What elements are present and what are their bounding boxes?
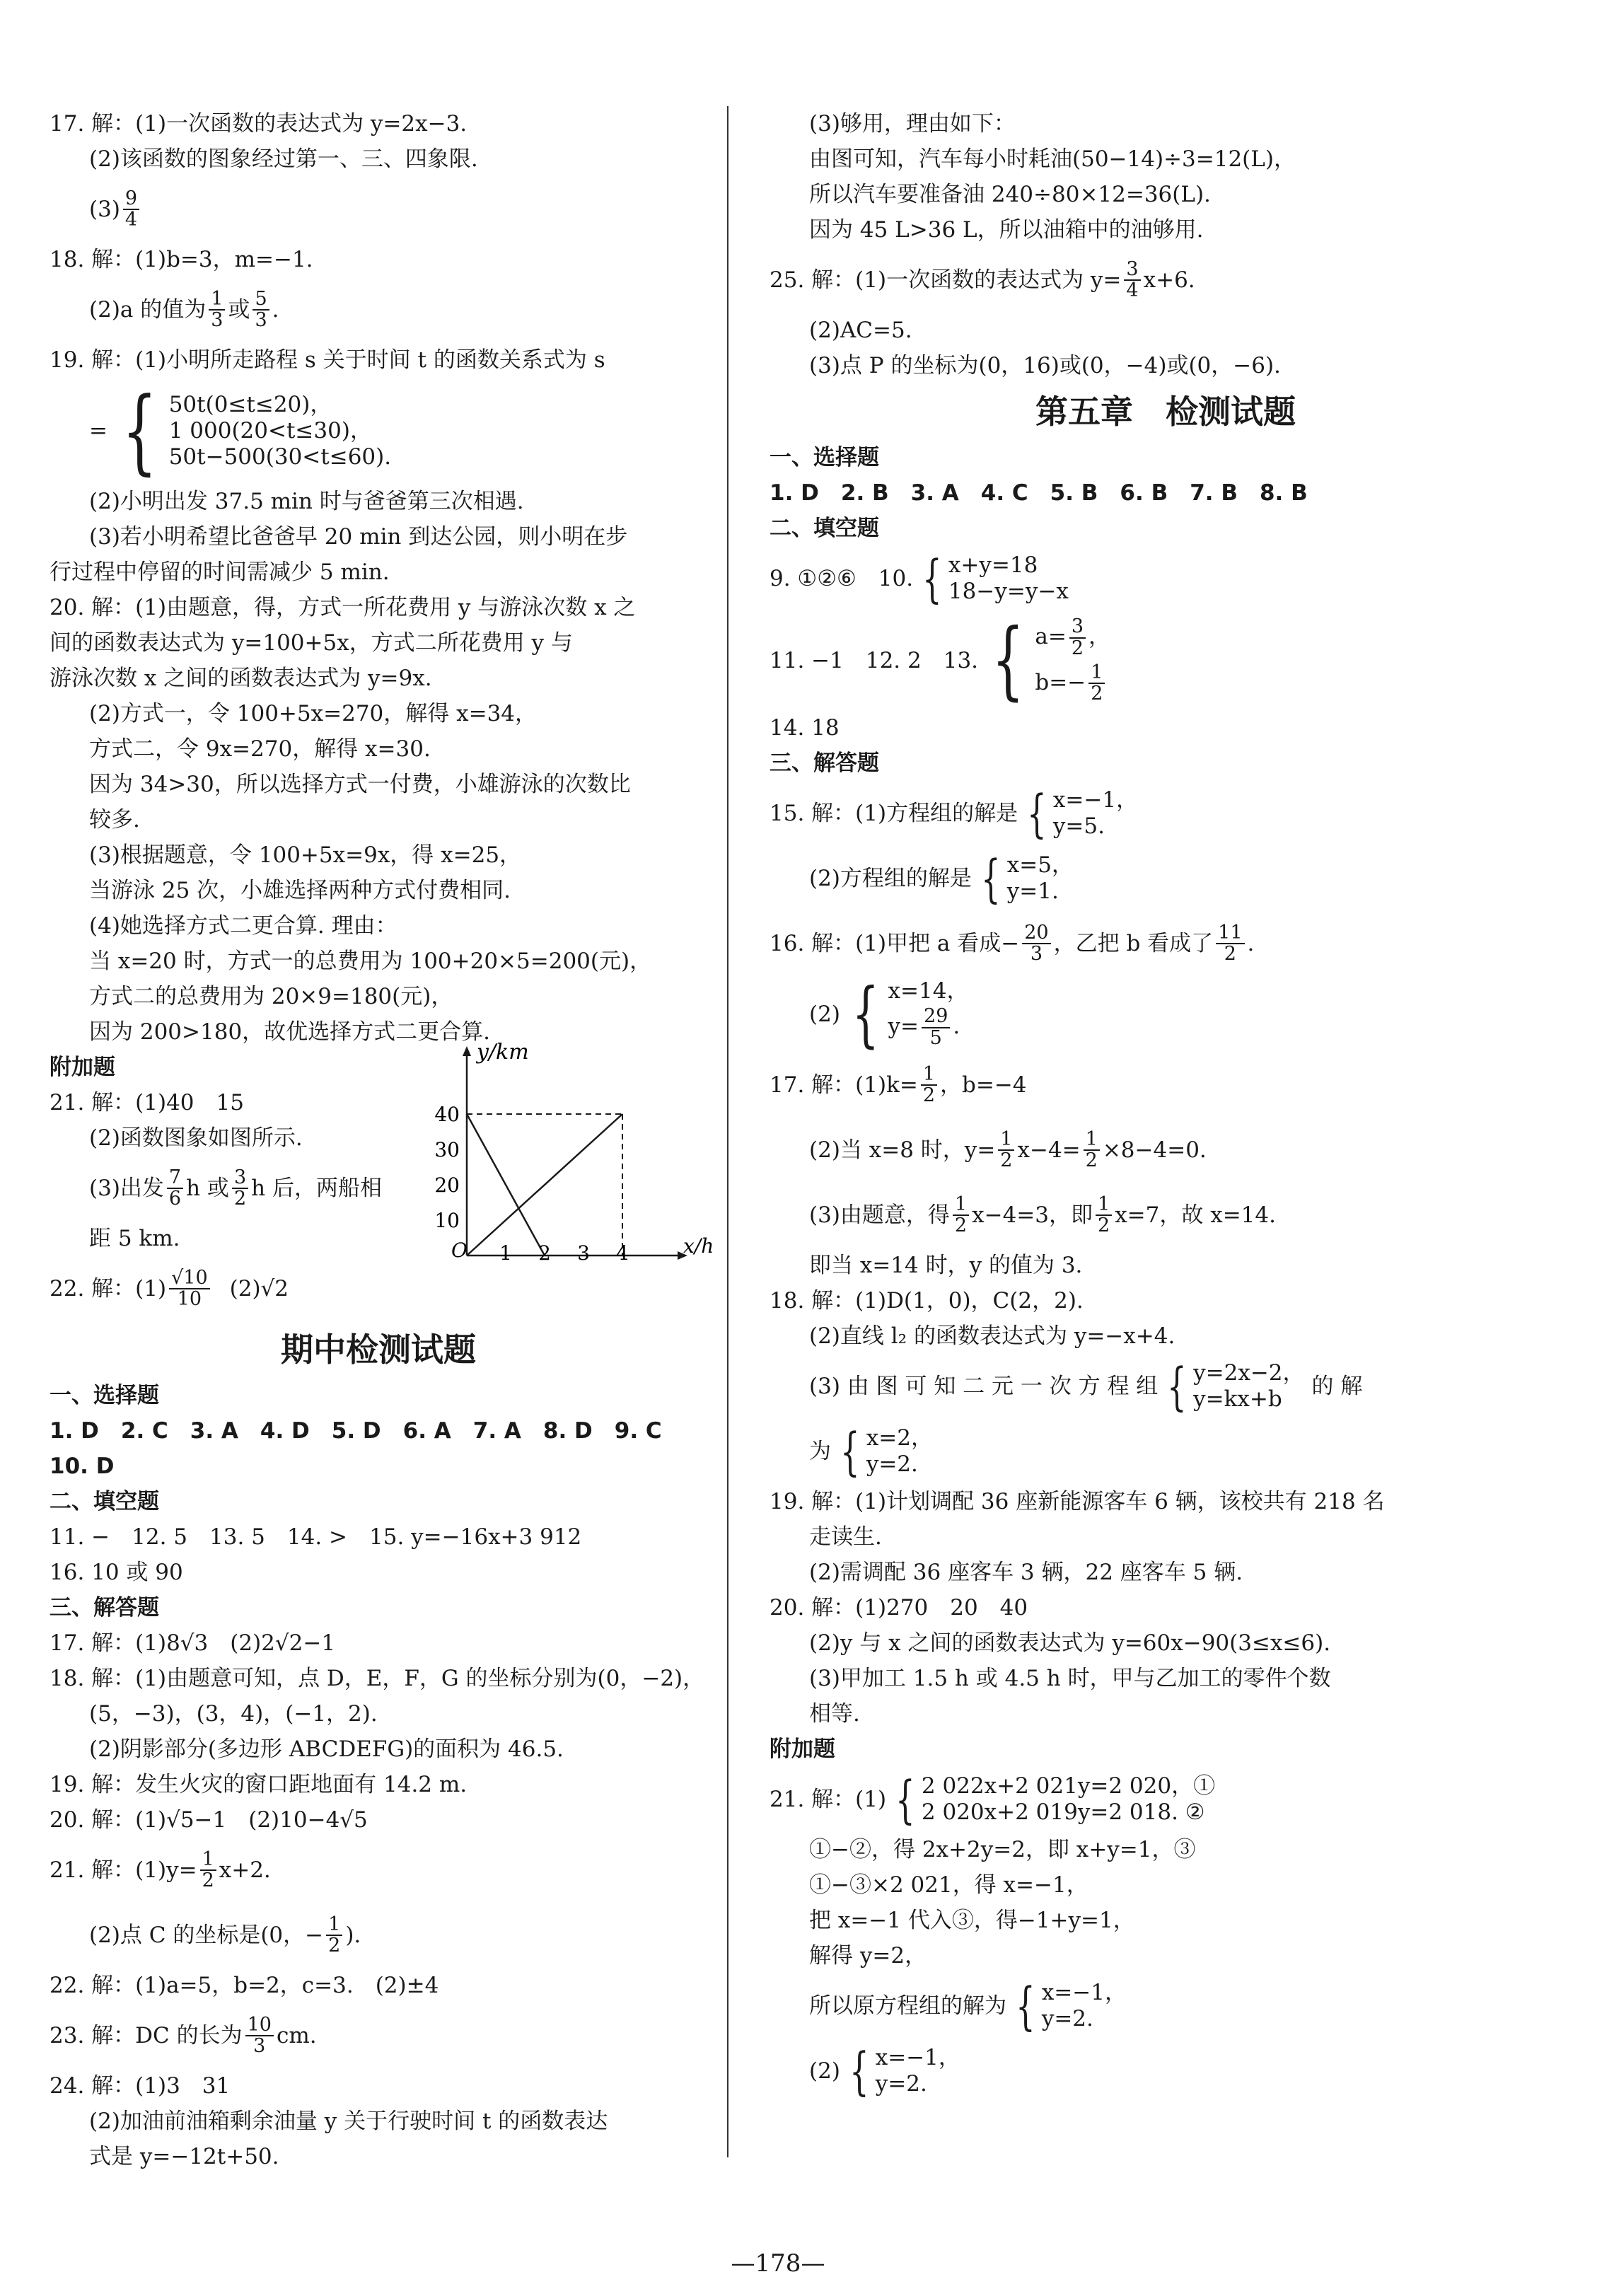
answer-line: 较多. — [89, 806, 140, 833]
answer-line: 当游泳 25 次，小雄选择两种方式付费相同. — [89, 877, 511, 903]
y-axis-label: y/km — [477, 1040, 529, 1065]
answer-line: 因为 45 L>36 L，所以油箱中的油够用. — [809, 216, 1204, 243]
fraction: $\frac{29}{5}$ — [922, 1007, 950, 1048]
answer-line: 10. D — [50, 1453, 115, 1479]
fraction: $\frac{1}{2}$ — [200, 1850, 216, 1891]
answer-line: 即当 x=14 时，y 的值为 3. — [809, 1252, 1083, 1278]
answer-line: 16. 10 或 90 — [50, 1559, 183, 1585]
answer-line: 22. 解：(1)a=5，b=2，c=3. (2)±4 — [50, 1972, 439, 1998]
x-axis-label: x/h — [683, 1234, 714, 1258]
answer-line: (2)AC=5. — [809, 317, 912, 343]
section-heading: 二、填空题 — [50, 1488, 159, 1514]
answer-line: 当 x=20 时，方式一的总费用为 100+20×5=200(元)， — [89, 948, 652, 974]
answer-line: (3) $\frac{9}{4}$ — [50, 177, 707, 242]
answer-line: 方式二，令 9x=270，解得 x=30. — [89, 736, 431, 762]
answer-line: ①−③×2 021，得 x=−1， — [809, 1872, 1088, 1898]
answer-line: 22. 解：(1) $\frac{√10}{10}$ (2)√2 — [50, 1266, 289, 1310]
answer-line: 14. 18 — [770, 714, 840, 741]
fraction: $\frac{1}{2}$ — [1084, 1130, 1100, 1171]
answer-line: (3) 由 图 可 知 二 元 一 次 方 程 组 { y=2x−2， y=kx+b 的 解 — [809, 1357, 1363, 1416]
answer-line: (5，−3)，(3，4)，(−1，2). — [89, 1700, 378, 1727]
brace: { x=5， y=1. — [981, 849, 1074, 908]
answer-line: 17. 解：(1)一次函数的表达式为 y=2x−3. — [50, 110, 468, 137]
x-tick-label: 2 — [538, 1241, 551, 1265]
brace: { x=14， y= $\frac{29}{5}$ . — [852, 973, 969, 1055]
answer-line: 因为 34>30，所以选择方式一付费，小雄游泳的次数比 — [89, 771, 631, 797]
answer-line: (2)直线 l₂ 的函数表达式为 y=−x+4. — [809, 1323, 1175, 1349]
answer-line: (2)函数图象如图所示. — [89, 1125, 303, 1151]
answer-line: (3)若小明希望比爸爸早 20 min 到达公园，则小明在步 — [89, 523, 628, 550]
fraction: $\frac{1}{2}$ — [953, 1195, 969, 1236]
answer-line: 1. D 2. B 3. A 4. C 5. B 6. B 7. B 8. B — [770, 480, 1308, 506]
answer-line: 20. 解：(1)270 20 40 — [770, 1594, 1028, 1620]
answer-line: 因为 200>180，故优选择方式二更合算. — [89, 1019, 491, 1045]
answer-line: (2) { x=14， y= $\frac{29}{5}$ . — [809, 973, 969, 1055]
answer-line: 21. 解：(1)40 15 — [50, 1089, 244, 1115]
answer-line: 距 5 km. — [89, 1225, 180, 1251]
answer-line: 15. 解：(1)方程组的解是 { x=−1， y=5. — [770, 784, 1139, 843]
answer-line: 行过程中停留的时间需减少 5 min. — [50, 559, 390, 585]
piecewise-function: = { 50t(0≤t≤20)， 1 000(20<t≤30)， 50t−500(30<t≤60). — [89, 377, 392, 485]
answer-line: (2)需调配 36 座客车 3 辆，22 座客车 5 辆. — [809, 1559, 1243, 1585]
answer-line: 9. ①②⑥ 10. { x+y=18 18−y=y−x — [770, 549, 1069, 608]
answer-line: 游泳次数 x 之间的函数表达式为 y=9x. — [50, 665, 432, 691]
answer-line: 19. 解：(1)小明所走路程 s 关于时间 t 的函数关系式为 s — [50, 347, 605, 373]
section-heading: 二、填空题 — [770, 515, 879, 541]
section-title: 期中检测试题 — [281, 1330, 476, 1369]
answer-line: 1. D 2. C 3. A 4. D 5. D 6. A 7. A 8. D 9. C — [50, 1417, 662, 1444]
answer-line: (3)根据题意，令 100+5x=9x，得 x=25， — [89, 842, 522, 868]
answer-line: (4)她选择方式二更合算. 理由： — [89, 912, 397, 939]
line-boat-b — [467, 1114, 545, 1256]
answer-line: 24. 解：(1)3 31 — [50, 2072, 231, 2099]
fraction: $\frac{1}{2}$ — [326, 1915, 342, 1956]
fraction: $\frac{3}{4}$ — [1124, 260, 1140, 301]
x-tick-label: 3 — [577, 1241, 590, 1265]
answer-line: 17. 解：(1)k= $\frac{1}{2}$ ，b=−4 — [770, 1062, 1027, 1106]
origin-label: O — [451, 1239, 468, 1262]
brace: { a= $\frac{3}{2}$ ， b=− $\frac{1}{2}$ — [992, 611, 1111, 709]
answer-line: 20. 解：(1)√5−1 (2)10−4√5 — [50, 1807, 368, 1833]
section-heading: 三、解答题 — [50, 1594, 159, 1620]
answer-line: 为 { x=2， y=2. — [809, 1422, 933, 1481]
answer-line: (3)出发 $\frac{7}{6}$ h 或 $\frac{3}{2}$ h 后，两船相 — [89, 1166, 382, 1210]
answer-line: 式是 y=−12t+50. — [89, 2143, 279, 2169]
y-tick-label: 20 — [434, 1173, 460, 1197]
answer-line: 19. 解：发生火灾的窗口距地面有 14.2 m. — [50, 1771, 468, 1797]
answer-line: (3)够用，理由如下： — [809, 110, 1016, 137]
page-number: —178— — [731, 2249, 825, 2278]
section-heading: 一、选择题 — [50, 1382, 159, 1408]
x-tick-label: 1 — [499, 1241, 512, 1265]
answer-line: (2)当 x=8 时，y= $\frac{1}{2}$ x−4= $\frac{1}{2}$ ×8−4=0. — [809, 1127, 1207, 1171]
answer-line: (2)点 C 的坐标是(0，− $\frac{1}{2}$ ). — [89, 1913, 361, 1956]
answer-line: 11. − 12. 5 13. 5 14. > 15. y=−16x+3 912 — [50, 1524, 582, 1550]
section-heading: 一、选择题 — [770, 444, 879, 470]
answer-line: (2)小明出发 37.5 min 时与爸爸第三次相遇. — [89, 488, 524, 514]
fraction: $\frac{1}{3}$ — [209, 289, 225, 331]
brace: { x+y=18 18−y=y−x — [922, 549, 1069, 608]
column-divider — [727, 106, 728, 2157]
answer-line: 所以汽车要准备油 240÷80×12=36(L). — [809, 181, 1211, 207]
section-heading: 三、解答题 — [770, 750, 879, 776]
answer-line: (2)方式一，令 100+5x=270，解得 x=34， — [89, 700, 538, 726]
fraction: $\frac{11}{2}$ — [1216, 923, 1244, 965]
answer-line: (2)a 的值为 $\frac{1}{3}$ 或 $\frac{5}{3}$ . — [89, 287, 279, 331]
answer-line: 20. 解：(1)由题意，得，方式一所花费用 y 与游泳次数 x 之 — [50, 594, 636, 620]
y-tick-label: 30 — [434, 1138, 460, 1161]
answer-line: 相等. — [809, 1700, 860, 1727]
brace: { x=−1， y=5. — [1027, 784, 1139, 843]
answer-line: 18. 解：(1)b=3，m=−1. — [50, 246, 313, 272]
fraction: $\frac{5}{3}$ — [252, 289, 269, 331]
fraction: $\frac{9}{4}$ — [123, 189, 139, 231]
x-tick-label: 4 — [616, 1241, 629, 1265]
fraction: $\frac{1}{2}$ — [998, 1130, 1014, 1171]
answer-line: 解得 y=2， — [809, 1942, 927, 1969]
y-tick-label: 10 — [434, 1209, 460, 1232]
answer-line: 21. 解：(1)y= $\frac{1}{2}$ x+2. — [50, 1848, 271, 1891]
answer-line: 25. 解：(1)一次函数的表达式为 y= $\frac{3}{4}$ x+6. — [770, 257, 1195, 301]
brace: { x=−1， y=2. — [849, 2041, 960, 2101]
right-column — [770, 106, 1562, 2104]
answer-line: 23. 解：DC 的长为 $\frac{10}{3}$ cm. — [50, 2013, 317, 2057]
function-graph — [434, 1040, 714, 1270]
fraction: $\frac{1}{2}$ — [1088, 663, 1105, 705]
brace: { x=2， y=2. — [840, 1422, 933, 1481]
answer-line: 18. 解：(1)由题意可知，点 D，E，F，G 的坐标分别为(0，−2)， — [50, 1665, 705, 1691]
fraction: $\frac{3}{2}$ — [232, 1168, 248, 1210]
fraction: $\frac{3}{2}$ — [1069, 617, 1086, 659]
answer-line: 19. 解：(1)计划调配 36 座新能源客车 6 辆，该校共有 218 名 — [770, 1488, 1385, 1514]
brace: { y=2x−2， y=kx+b — [1167, 1357, 1305, 1416]
answer-line: (2)阴影部分(多边形 ABCDEFG)的面积为 46.5. — [89, 1736, 564, 1762]
brace: { 2 022x+2 021y=2 020，① 2 020x+2 019y=2 018. ② — [895, 1770, 1216, 1829]
brace: { x=−1， y=2. — [1016, 1976, 1127, 2036]
brace: { 50t(0≤t≤20)， 1 000(20<t≤30)， 50t−500(30<t≤60). — [122, 377, 392, 485]
answer-line: 18. 解：(1)D(1，0)，C(2，2). — [770, 1287, 1084, 1314]
answer-line: 方式二的总费用为 20×9=180(元)， — [89, 983, 453, 1009]
answer-line: 11. −1 12. 2 13. { a= $\frac{3}{2}$ ， b=− $\frac{1}{2}$ — [770, 611, 1111, 709]
fraction: $\frac{1}{2}$ — [1096, 1195, 1112, 1236]
answer-line: (2) { x=−1， y=2. — [809, 2041, 960, 2101]
fraction: $\frac{√10}{10}$ — [169, 1268, 210, 1310]
section-title: 第五章 检测试题 — [1035, 393, 1296, 431]
fraction: $\frac{7}{6}$ — [167, 1168, 183, 1210]
y-tick-label: 40 — [434, 1103, 460, 1126]
y-axis-arrow — [463, 1046, 471, 1056]
answer-line: 17. 解：(1)8√3 (2)2√2−1 — [50, 1630, 336, 1656]
answer-line: 把 x=−1 代入③，得−1+y=1， — [809, 1907, 1135, 1933]
answer-line: (2)该函数的图象经过第一、三、四象限. — [89, 146, 478, 172]
answer-line: (2)y 与 x 之间的函数表达式为 y=60x−90(3≤x≤6). — [809, 1630, 1331, 1656]
answer-line: (2)方程组的解是 { x=5， y=1. — [809, 849, 1074, 908]
answer-line: (3)甲加工 1.5 h 或 4.5 h 时，甲与乙加工的零件个数 — [809, 1665, 1331, 1691]
answer-line: 间的函数表达式为 y=100+5x，方式二所花费用 y 与 — [50, 630, 573, 656]
answer-line: 由图可知，汽车每小时耗油(50−14)÷3=12(L)， — [809, 146, 1296, 172]
fraction: $\frac{10}{3}$ — [245, 2015, 274, 2057]
answer-line: ①−②，得 2x+2y=2，即 x+y=1，③ — [809, 1836, 1196, 1862]
fraction: $\frac{20}{3}$ — [1022, 923, 1050, 965]
section-heading: 附加题 — [770, 1736, 835, 1762]
answer-line: (2)加油前油箱剩余油量 y 关于行驶时间 t 的函数表达 — [89, 2108, 608, 2134]
answer-line: (3)点 P 的坐标为(0，16)或(0，−4)或(0，−6). — [809, 352, 1281, 378]
answer-line: 走读生. — [809, 1524, 882, 1550]
line-boat-a — [467, 1114, 622, 1256]
fraction: $\frac{1}{2}$ — [921, 1065, 937, 1106]
answer-line: 21. 解：(1) { 2 022x+2 021y=2 020，① 2 020x+2 019y=2 018. ② — [770, 1770, 1216, 1829]
answer-line: 16. 解：(1)甲把 a 看成− $\frac{20}{3}$ ，乙把 b 看成了 $\frac{11}{2}$ . — [770, 921, 1255, 965]
answer-line: 所以原方程组的解为 { x=−1， y=2. — [809, 1976, 1127, 2036]
answer-line: (3)由题意，得 $\frac{1}{2}$ x−4=3，即 $\frac{1}{2}$ x=7，故 x=14. — [809, 1193, 1276, 1236]
section-heading: 附加题 — [50, 1054, 115, 1080]
